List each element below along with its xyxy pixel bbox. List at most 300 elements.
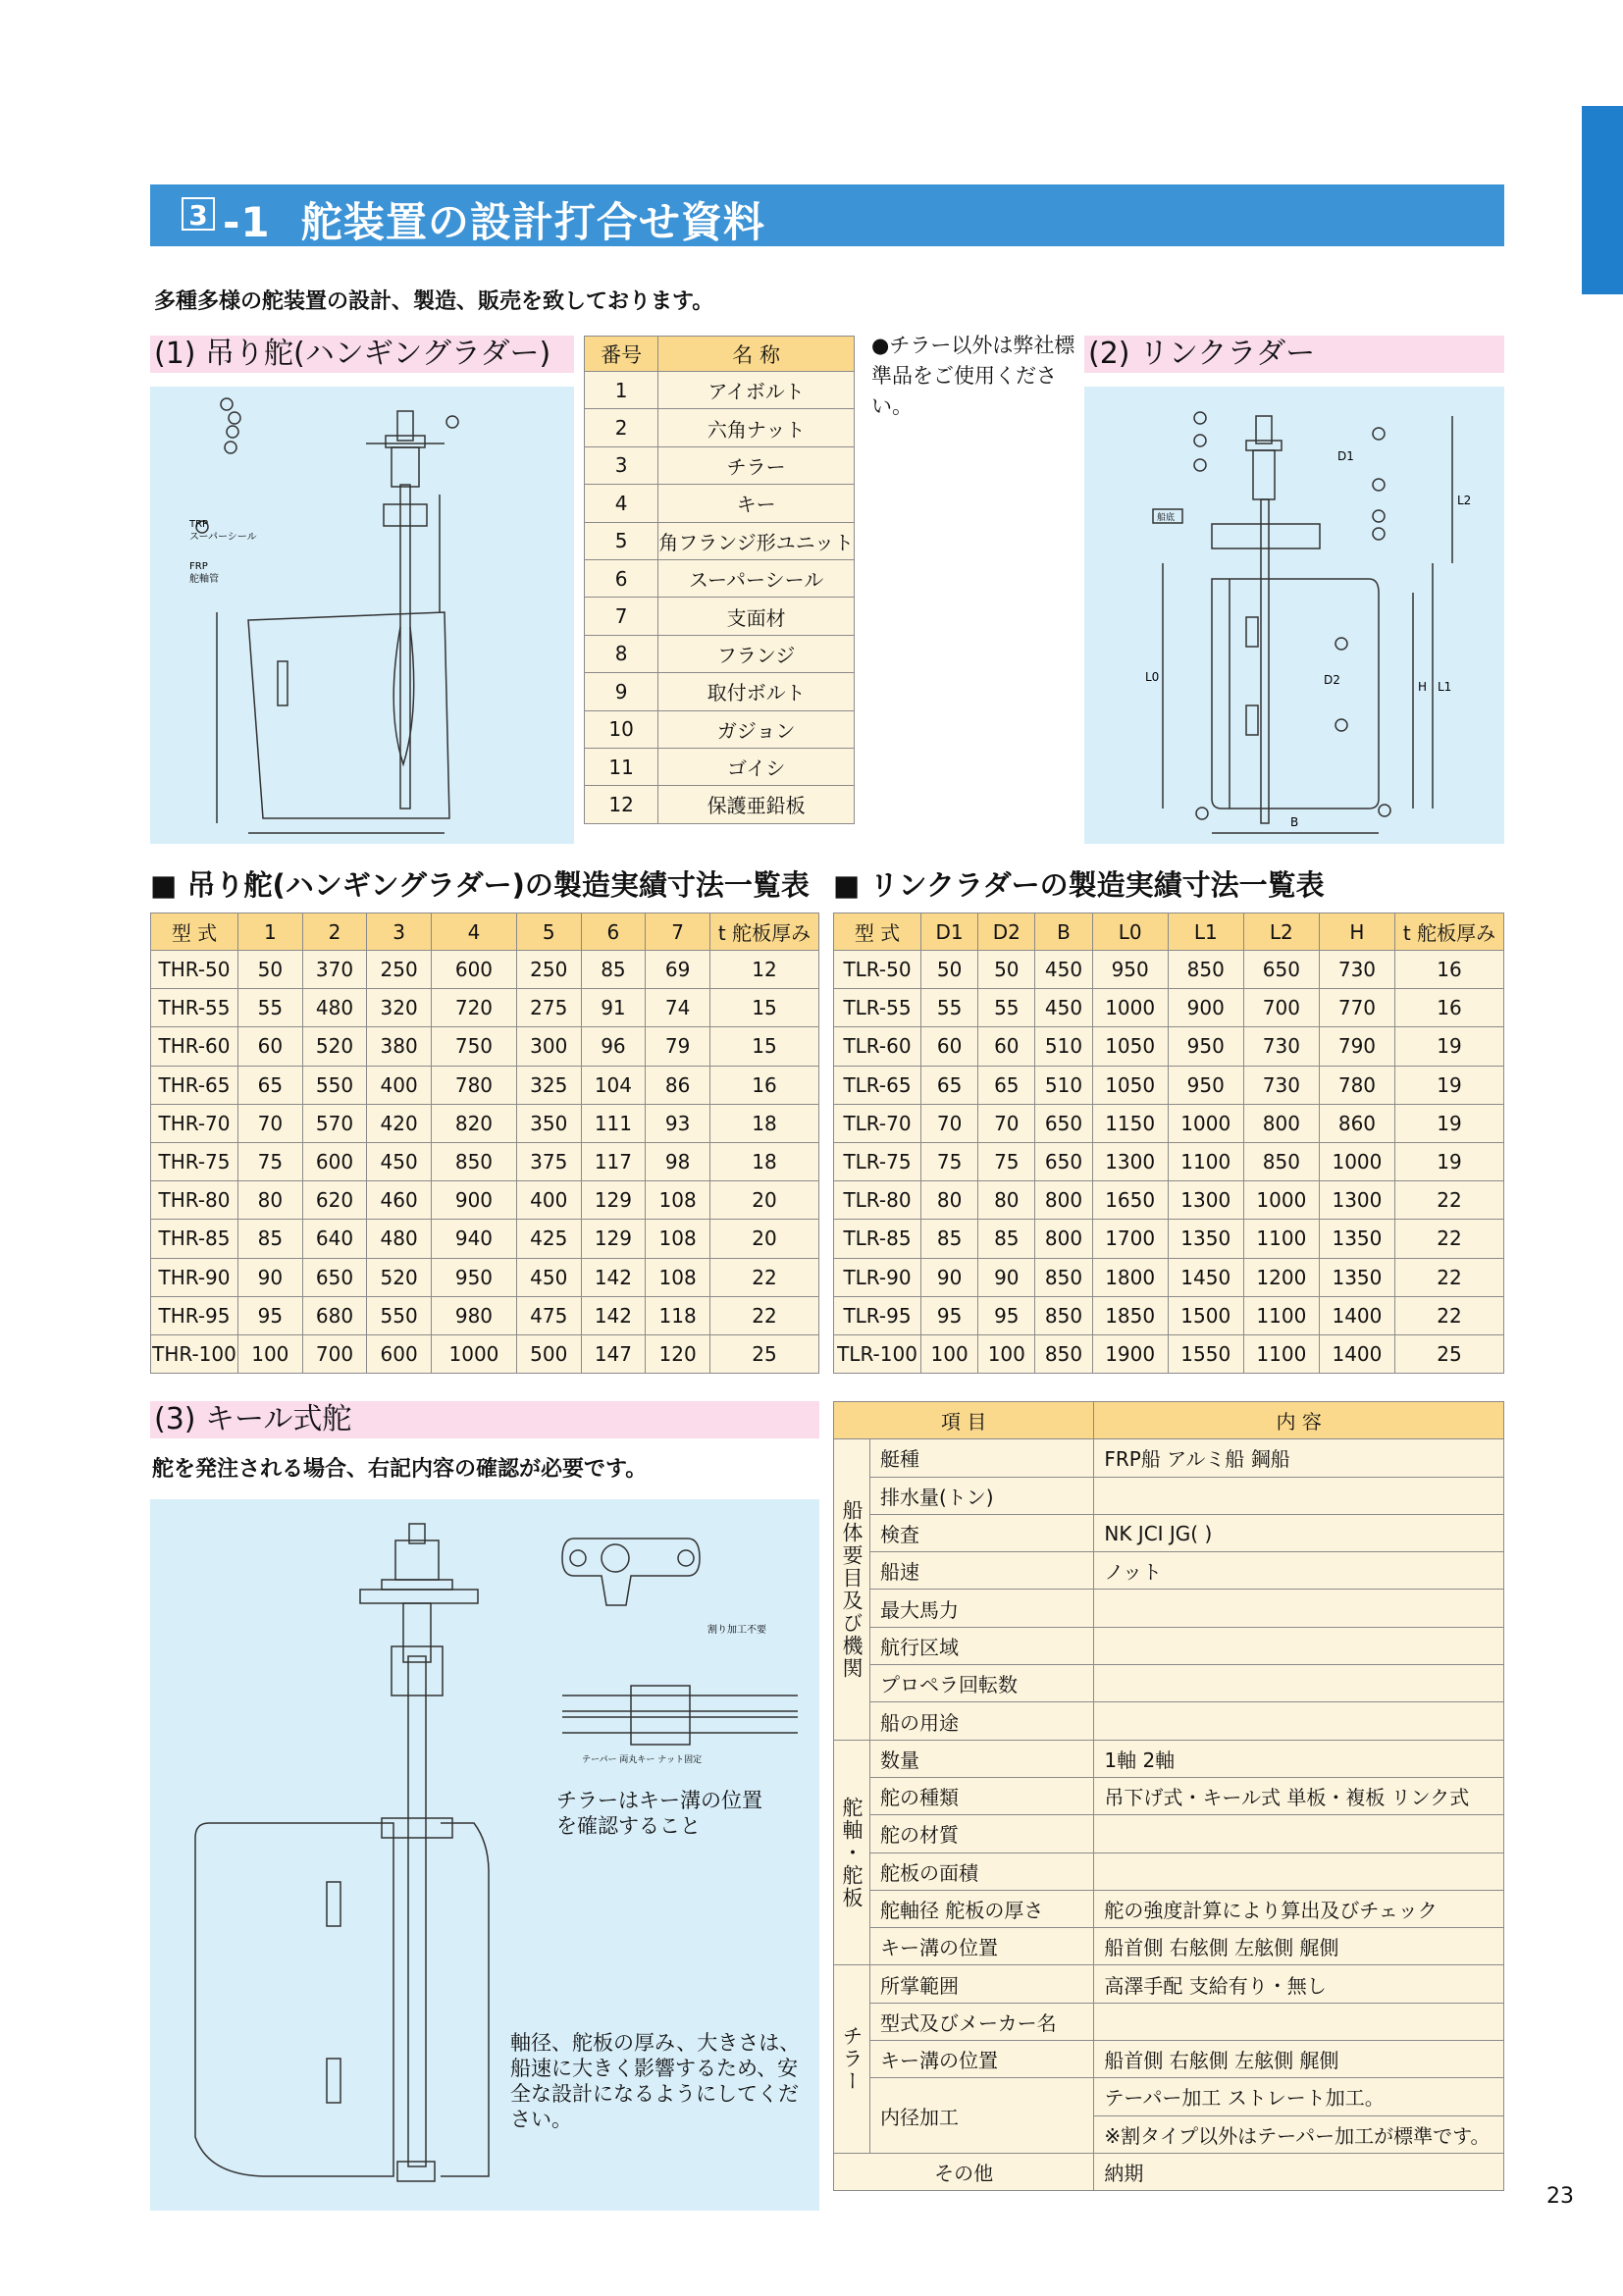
tlr-cell: 1650 xyxy=(1092,1181,1168,1220)
tlr-cell: 85 xyxy=(978,1220,1035,1258)
tlr-cell: 19 xyxy=(1395,1104,1504,1142)
thr-cell: 750 xyxy=(431,1027,516,1066)
thr-cell: 980 xyxy=(431,1296,516,1334)
parts-cell-no: 11 xyxy=(585,748,658,785)
tlr-cell: 1000 xyxy=(1243,1181,1319,1220)
thr-header-cell: 型 式 xyxy=(151,913,238,951)
req-item-cell: 舵軸径 舵板の厚さ xyxy=(870,1890,1094,1927)
thr-cell: 480 xyxy=(367,1220,432,1258)
parts-row xyxy=(585,748,855,785)
dim-label-l1: L1 xyxy=(1438,680,1452,694)
thr-cell: 147 xyxy=(581,1334,646,1373)
tlr-cell: 65 xyxy=(978,1066,1035,1104)
req-item-cell: 舵の材質 xyxy=(870,1815,1094,1852)
thr-table-row xyxy=(151,1220,819,1258)
thr-cell: 80 xyxy=(238,1181,303,1220)
tlr-cell: TLR-70 xyxy=(834,1104,921,1142)
tlr-cell: 1100 xyxy=(1243,1296,1319,1334)
tlr-cell: 850 xyxy=(1035,1258,1092,1296)
thr-table-row xyxy=(151,1027,819,1066)
tlr-cell: 1800 xyxy=(1092,1258,1168,1296)
parts-cell-name: ガジョン xyxy=(658,710,855,748)
parts-cell-name: 角フランジ形ユニット xyxy=(658,522,855,559)
thr-cell: 93 xyxy=(646,1104,710,1142)
tlr-table-title: ■ リンクラダーの製造実績寸法一覧表 xyxy=(833,868,1325,902)
parts-cell-no: 7 xyxy=(585,598,658,635)
thr-header-cell: 5 xyxy=(516,913,581,951)
keel-subtext: 舵を発注される場合、右記内容の確認が必要です。 xyxy=(152,1457,648,1482)
thr-header-cell: 2 xyxy=(302,913,367,951)
tlr-cell: 1400 xyxy=(1319,1296,1394,1334)
thr-cell: 70 xyxy=(238,1104,303,1142)
thr-cell: 12 xyxy=(710,951,819,989)
tlr-header-cell: L1 xyxy=(1168,913,1243,951)
tlr-cell: 800 xyxy=(1243,1104,1319,1142)
thr-cell: 15 xyxy=(710,989,819,1027)
thr-table-row xyxy=(151,1334,819,1373)
tlr-cell: 22 xyxy=(1395,1220,1504,1258)
tlr-cell: 22 xyxy=(1395,1296,1504,1334)
tlr-cell: 19 xyxy=(1395,1142,1504,1180)
req-table-row xyxy=(834,1965,1504,2003)
tlr-cell: 850 xyxy=(1243,1142,1319,1180)
req-table-row xyxy=(834,1514,1504,1551)
tlr-cell: 1100 xyxy=(1168,1142,1243,1180)
tlr-cell: 850 xyxy=(1035,1296,1092,1334)
thr-cell: 600 xyxy=(367,1334,432,1373)
parts-cell-no: 3 xyxy=(585,446,658,484)
parts-table xyxy=(584,336,855,824)
thr-cell: 460 xyxy=(367,1181,432,1220)
parts-cell-name: フランジ xyxy=(658,635,855,672)
thr-cell: 520 xyxy=(302,1027,367,1066)
req-content-cell: 納期 xyxy=(1094,2153,1504,2190)
req-content-cell: 舵の強度計算により算出及びチェック xyxy=(1094,1890,1504,1927)
tlr-dimension-table xyxy=(833,913,1504,1374)
link-rudder-diagram-panel xyxy=(1084,387,1504,844)
req-content-cell: FRP船 アルミ船 鋼船 xyxy=(1094,1439,1504,1477)
thr-cell: 20 xyxy=(710,1181,819,1220)
thr-cell: 380 xyxy=(367,1027,432,1066)
keel-caption-design: 軸径、舵板の厚み、大きさは、船速に大きく影響するため、安全な設計になるようにしてください。 xyxy=(510,2031,801,2131)
tlr-cell: 19 xyxy=(1395,1027,1504,1066)
tlr-cell: 75 xyxy=(978,1142,1035,1180)
req-item-cell: 航行区域 xyxy=(870,1627,1094,1664)
thr-cell: 650 xyxy=(302,1258,367,1296)
thr-cell: 680 xyxy=(302,1296,367,1334)
thr-cell: 129 xyxy=(581,1181,646,1220)
thr-cell: 120 xyxy=(646,1334,710,1373)
req-table-row xyxy=(834,1665,1504,1702)
tlr-cell: 730 xyxy=(1243,1027,1319,1066)
tlr-cell: 80 xyxy=(921,1181,978,1220)
thr-cell: 86 xyxy=(646,1066,710,1104)
tlr-table-row xyxy=(834,1104,1504,1142)
tlr-cell: 25 xyxy=(1395,1334,1504,1373)
thr-cell: 570 xyxy=(302,1104,367,1142)
tlr-cell: 90 xyxy=(921,1258,978,1296)
parts-cell-name: 取付ボルト xyxy=(658,673,855,710)
tlr-cell: 950 xyxy=(1092,951,1168,989)
tlr-cell: 100 xyxy=(921,1334,978,1373)
thr-cell: 50 xyxy=(238,951,303,989)
req-table-row xyxy=(834,1627,1504,1664)
thr-cell: 108 xyxy=(646,1258,710,1296)
tlr-cell: 1700 xyxy=(1092,1220,1168,1258)
tlr-cell: 730 xyxy=(1319,951,1394,989)
parts-cell-no: 10 xyxy=(585,710,658,748)
parts-row xyxy=(585,635,855,672)
tlr-cell: 65 xyxy=(921,1066,978,1104)
tlr-cell: 1500 xyxy=(1168,1296,1243,1334)
tlr-cell: 55 xyxy=(921,989,978,1027)
tlr-table-row xyxy=(834,1296,1504,1334)
label-trp: TRP xyxy=(189,519,209,530)
tlr-cell: 900 xyxy=(1168,989,1243,1027)
parts-cell-name: ゴイシ xyxy=(658,748,855,785)
label-taper-key: テーパー 両丸キー ナット固定 xyxy=(582,1755,703,1765)
tlr-cell: 1300 xyxy=(1319,1181,1394,1220)
req-content-cell: 高澤手配 支給有り・無し xyxy=(1094,1965,1504,2003)
thr-table-row xyxy=(151,1066,819,1104)
thr-cell: 420 xyxy=(367,1104,432,1142)
thr-cell: 91 xyxy=(581,989,646,1027)
dim-label-d1: D1 xyxy=(1337,449,1354,463)
thr-cell: 100 xyxy=(238,1334,303,1373)
thr-cell: 74 xyxy=(646,989,710,1027)
thr-header-cell: 3 xyxy=(367,913,432,951)
thr-cell: 400 xyxy=(367,1066,432,1104)
tlr-cell: 770 xyxy=(1319,989,1394,1027)
thr-header-cell: 7 xyxy=(646,913,710,951)
thr-cell: 370 xyxy=(302,951,367,989)
thr-cell: 250 xyxy=(367,951,432,989)
thr-cell: 118 xyxy=(646,1296,710,1334)
thr-cell: THR-60 xyxy=(151,1027,238,1066)
thr-cell: 400 xyxy=(516,1181,581,1220)
keel-caption-chiller: チラーはキー溝の位置を確認すること xyxy=(556,1789,762,1838)
tlr-cell: 1300 xyxy=(1168,1181,1243,1220)
tlr-cell: 1900 xyxy=(1092,1334,1168,1373)
thr-table-row xyxy=(151,989,819,1027)
req-table-row xyxy=(834,1890,1504,1927)
thr-cell: 117 xyxy=(581,1142,646,1180)
tlr-cell: 1050 xyxy=(1092,1027,1168,1066)
tlr-header-cell: 型 式 xyxy=(834,913,921,951)
req-group-label: 舵軸・舵板 xyxy=(834,1740,870,1965)
intro-text: 多種多様の舵装置の設計、製造、販売を致しております。 xyxy=(154,289,714,314)
tlr-cell: 450 xyxy=(1035,989,1092,1027)
req-item-cell: キー溝の位置 xyxy=(870,2041,1094,2078)
req-item-cell: 検査 xyxy=(870,1514,1094,1551)
parts-row xyxy=(585,446,855,484)
tlr-table-row xyxy=(834,1258,1504,1296)
thr-cell: 142 xyxy=(581,1258,646,1296)
thr-cell: 142 xyxy=(581,1296,646,1334)
parts-cell-no: 6 xyxy=(585,559,658,597)
thr-cell: 22 xyxy=(710,1296,819,1334)
tlr-cell: 16 xyxy=(1395,951,1504,989)
parts-cell-no: 2 xyxy=(585,409,658,446)
tlr-cell: 60 xyxy=(921,1027,978,1066)
req-header-content: 内 容 xyxy=(1094,1402,1504,1439)
req-table-row xyxy=(834,1928,1504,1965)
req-content-cell xyxy=(1094,1702,1504,1740)
parts-cell-name: チラー xyxy=(658,446,855,484)
section-number-box: 3 xyxy=(182,197,215,231)
parts-cell-name: 保護亜鉛板 xyxy=(658,786,855,823)
tlr-table-row xyxy=(834,1027,1504,1066)
thr-cell: 550 xyxy=(367,1296,432,1334)
thr-cell: THR-80 xyxy=(151,1181,238,1220)
thr-cell: 950 xyxy=(431,1258,516,1296)
tlr-header-cell: L2 xyxy=(1243,913,1319,951)
thr-cell: THR-65 xyxy=(151,1066,238,1104)
thr-cell: 129 xyxy=(581,1220,646,1258)
req-table-row xyxy=(834,2153,1504,2190)
tlr-cell: 50 xyxy=(978,951,1035,989)
req-item-cell: 型式及びメーカー名 xyxy=(870,2003,1094,2040)
thr-cell: 900 xyxy=(431,1181,516,1220)
tlr-cell: 75 xyxy=(921,1142,978,1180)
thr-cell: 20 xyxy=(710,1220,819,1258)
tlr-cell: 1300 xyxy=(1092,1142,1168,1180)
tlr-cell: 850 xyxy=(1035,1334,1092,1373)
req-table-row xyxy=(834,1852,1504,1890)
thr-cell: 720 xyxy=(431,989,516,1027)
thr-dimension-table xyxy=(150,913,819,1374)
dim-label-l2: L2 xyxy=(1457,494,1472,507)
thr-cell: 85 xyxy=(238,1220,303,1258)
req-content-cell: 吊下げ式・キール式 単板・複板 リンク式 xyxy=(1094,1777,1504,1814)
thr-cell: 69 xyxy=(646,951,710,989)
tlr-cell: TLR-55 xyxy=(834,989,921,1027)
parts-header-no: 番号 xyxy=(585,337,658,372)
parts-row xyxy=(585,673,855,710)
page-number: 23 xyxy=(1546,2184,1574,2209)
requirements-table xyxy=(833,1401,1504,2191)
thr-header-cell: 1 xyxy=(238,913,303,951)
thr-cell: 500 xyxy=(516,1334,581,1373)
thr-cell: 65 xyxy=(238,1066,303,1104)
req-item-cell: 最大馬力 xyxy=(870,1590,1094,1627)
label-ship-bottom: 船底 xyxy=(1157,513,1176,523)
thr-cell: 550 xyxy=(302,1066,367,1104)
section-title-bar xyxy=(150,184,1504,246)
thr-cell: 108 xyxy=(646,1181,710,1220)
thr-cell: 25 xyxy=(710,1334,819,1373)
req-table-row xyxy=(834,1590,1504,1627)
tlr-cell: 950 xyxy=(1168,1027,1243,1066)
parts-cell-name: アイボルト xyxy=(658,372,855,409)
tlr-header-cell: D1 xyxy=(921,913,978,951)
tlr-cell: 100 xyxy=(978,1334,1035,1373)
tlr-cell: 700 xyxy=(1243,989,1319,1027)
thr-cell: 90 xyxy=(238,1258,303,1296)
parts-cell-name: 六角ナット xyxy=(658,409,855,446)
req-item-cell: 数量 xyxy=(870,1740,1094,1777)
thr-cell: 18 xyxy=(710,1142,819,1180)
thr-cell: 640 xyxy=(302,1220,367,1258)
req-item-cell: キー溝の位置 xyxy=(870,1928,1094,1965)
thr-cell: 75 xyxy=(238,1142,303,1180)
thr-cell: 600 xyxy=(302,1142,367,1180)
req-item-cell: 排水量(トン) xyxy=(870,1477,1094,1514)
req-group-label: 船体要目及び機関 xyxy=(834,1439,870,1740)
req-item-cell: 船の用途 xyxy=(870,1702,1094,1740)
req-content-cell xyxy=(1094,2003,1504,2040)
thr-cell: 55 xyxy=(238,989,303,1027)
req-content-cell: NK JCI JG( ) xyxy=(1094,1514,1504,1551)
tlr-cell: 55 xyxy=(978,989,1035,1027)
req-group-label: チラー xyxy=(834,1965,870,2153)
req-item-cell: 舵の種類 xyxy=(870,1777,1094,1814)
thr-header-cell: 6 xyxy=(581,913,646,951)
req-content-cell: テーパー加工 ストレート加工。 xyxy=(1094,2078,1504,2115)
tlr-table-row xyxy=(834,1220,1504,1258)
tlr-cell: 1550 xyxy=(1168,1334,1243,1373)
req-table-row xyxy=(834,1777,1504,1814)
thr-cell: 325 xyxy=(516,1066,581,1104)
dim-label-h: H xyxy=(1418,680,1428,694)
tlr-cell: 1350 xyxy=(1319,1220,1394,1258)
tlr-cell: 650 xyxy=(1035,1142,1092,1180)
thr-cell: 79 xyxy=(646,1027,710,1066)
thr-cell: 850 xyxy=(431,1142,516,1180)
tlr-cell: TLR-60 xyxy=(834,1027,921,1066)
tlr-cell: 1400 xyxy=(1319,1334,1394,1373)
parts-row xyxy=(585,409,855,446)
req-table-row xyxy=(834,1815,1504,1852)
thr-cell: 22 xyxy=(710,1258,819,1296)
thr-cell: 300 xyxy=(516,1027,581,1066)
req-table-row xyxy=(834,1477,1504,1514)
tlr-cell: 22 xyxy=(1395,1181,1504,1220)
label-frp: FRP xyxy=(189,561,208,572)
req-item-cell: 舵板の面積 xyxy=(870,1852,1094,1890)
parts-row xyxy=(585,372,855,409)
parts-row xyxy=(585,559,855,597)
thr-table-row xyxy=(151,1142,819,1180)
tlr-cell: 95 xyxy=(978,1296,1035,1334)
thr-cell: THR-95 xyxy=(151,1296,238,1334)
tlr-cell: 790 xyxy=(1319,1027,1394,1066)
tlr-cell: 1000 xyxy=(1168,1104,1243,1142)
link-rudder-diagram xyxy=(1084,387,1504,844)
tlr-cell: 650 xyxy=(1243,951,1319,989)
tlr-table-row xyxy=(834,1066,1504,1104)
thr-table-row xyxy=(151,1104,819,1142)
thr-header-cell: t 舵板厚み xyxy=(710,913,819,951)
thr-cell: 275 xyxy=(516,989,581,1027)
parts-row xyxy=(585,598,855,635)
thr-cell: 425 xyxy=(516,1220,581,1258)
tlr-cell: 22 xyxy=(1395,1258,1504,1296)
thr-cell: 700 xyxy=(302,1334,367,1373)
page-title: 舵装置の設計打合せ資料 xyxy=(300,198,765,246)
tlr-cell: 1100 xyxy=(1243,1334,1319,1373)
thr-cell: 108 xyxy=(646,1220,710,1258)
tlr-cell: 850 xyxy=(1168,951,1243,989)
parts-row xyxy=(585,786,855,823)
parts-cell-name: スーパーシール xyxy=(658,559,855,597)
parts-cell-no: 1 xyxy=(585,372,658,409)
dim-label-l0: L0 xyxy=(1145,670,1160,684)
tlr-cell: 1850 xyxy=(1092,1296,1168,1334)
thr-cell: THR-85 xyxy=(151,1220,238,1258)
tlr-cell: TLR-100 xyxy=(834,1334,921,1373)
req-item-cell: 所掌範囲 xyxy=(870,1965,1094,2003)
parts-cell-name: キー xyxy=(658,485,855,522)
tlr-cell: 60 xyxy=(978,1027,1035,1066)
req-content-cell xyxy=(1094,1665,1504,1702)
thr-cell: 940 xyxy=(431,1220,516,1258)
thr-cell: 450 xyxy=(367,1142,432,1180)
link-rudder-heading: (2) リンクラダー xyxy=(1084,336,1504,373)
label-super-seal: スーパーシール xyxy=(189,532,257,543)
tlr-cell: 80 xyxy=(978,1181,1035,1220)
dim-label-d2: D2 xyxy=(1324,673,1340,687)
tlr-cell: 95 xyxy=(921,1296,978,1334)
tlr-cell: 1150 xyxy=(1092,1104,1168,1142)
tlr-cell: TLR-95 xyxy=(834,1296,921,1334)
req-table-row xyxy=(834,1552,1504,1590)
thr-cell: 520 xyxy=(367,1258,432,1296)
req-content-cell: ※割タイプ以外はテーパー加工が標準です。 xyxy=(1094,2115,1504,2153)
req-content-cell: 1軸 2軸 xyxy=(1094,1740,1504,1777)
parts-note: ●チラー以外は弊社標準品をご使用ください。 xyxy=(871,334,1075,418)
tlr-cell: 510 xyxy=(1035,1066,1092,1104)
tlr-cell: 1350 xyxy=(1319,1258,1394,1296)
thr-table-row xyxy=(151,1258,819,1296)
tlr-header-cell: t 舵板厚み xyxy=(1395,913,1504,951)
req-content-cell xyxy=(1094,1627,1504,1664)
parts-row xyxy=(585,485,855,522)
tlr-cell: 90 xyxy=(978,1258,1035,1296)
section-side-tab xyxy=(1582,106,1623,294)
thr-cell: 60 xyxy=(238,1027,303,1066)
req-item-cell: 船速 xyxy=(870,1552,1094,1590)
hanging-rudder-diagram xyxy=(150,387,574,844)
parts-header-name: 名 称 xyxy=(658,337,855,372)
tlr-cell: 1450 xyxy=(1168,1258,1243,1296)
thr-header-cell: 4 xyxy=(431,913,516,951)
parts-cell-name: 支面材 xyxy=(658,598,855,635)
thr-cell: 600 xyxy=(431,951,516,989)
tlr-cell: 510 xyxy=(1035,1027,1092,1066)
parts-cell-no: 8 xyxy=(585,635,658,672)
thr-cell: 250 xyxy=(516,951,581,989)
req-content-cell xyxy=(1094,1815,1504,1852)
req-table-row xyxy=(834,2078,1504,2115)
tlr-table-row xyxy=(834,1334,1504,1373)
tlr-cell: 450 xyxy=(1035,951,1092,989)
thr-cell: 111 xyxy=(581,1104,646,1142)
tlr-header-cell: L0 xyxy=(1092,913,1168,951)
tlr-cell: 860 xyxy=(1319,1104,1394,1142)
tlr-table-row xyxy=(834,951,1504,989)
thr-cell: 16 xyxy=(710,1066,819,1104)
thr-cell: THR-90 xyxy=(151,1258,238,1296)
tlr-cell: TLR-50 xyxy=(834,951,921,989)
tlr-cell: 780 xyxy=(1319,1066,1394,1104)
req-item-cell: その他 xyxy=(834,2153,1094,2190)
tlr-cell: 16 xyxy=(1395,989,1504,1027)
req-item-cell: 内径加工 xyxy=(870,2078,1094,2154)
thr-cell: 450 xyxy=(516,1258,581,1296)
req-content-cell: 船首側 右舷側 左舷側 艉側 xyxy=(1094,2041,1504,2078)
thr-cell: 18 xyxy=(710,1104,819,1142)
